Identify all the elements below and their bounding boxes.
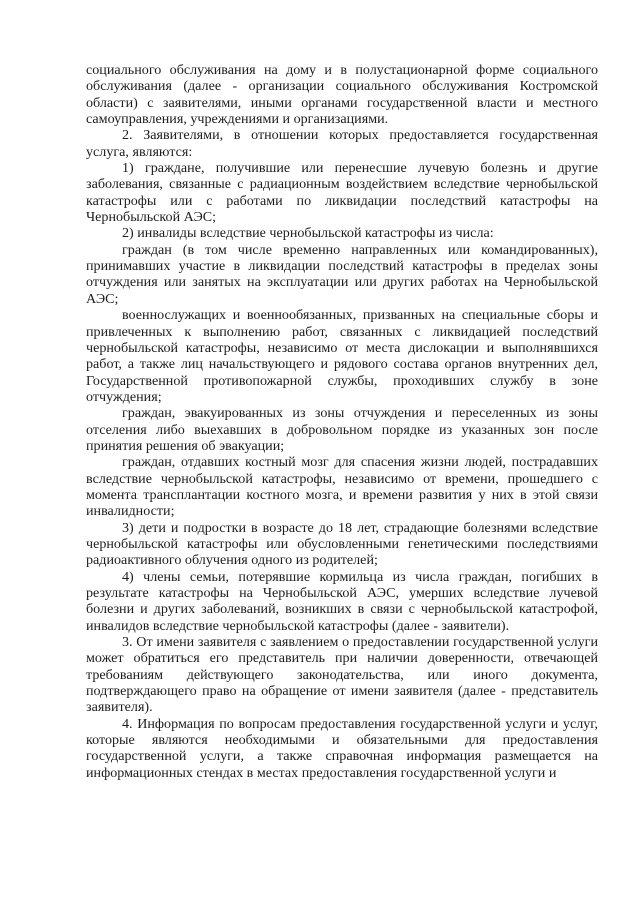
paragraph-1-continuation: социального обслуживания на дому и в полустационарной форме социального обслуживания (далее - организации социального обслуживания Костромской области) с заявителями, иными органами государственной власти и местного самоуправления, учреждениями и организациями. — [86, 62, 598, 128]
sub-item-evacuated: граждан, эвакуированных из зоны отчуждения и переселенных из зоны отселения либо выехавших в добровольном порядке из указанных зон после принятия решения об эвакуации; — [86, 405, 598, 454]
sub-item-participants: граждан (в том числе временно направленных или командированных), принимавших участие в ликвидации последствий катастрофы в пределах зоны отчуждения или занятых на эксплуатации или других работах на Чернобыльской АЭС; — [86, 241, 598, 307]
list-item-3: 3) дети и подростки в возрасте до 18 лет, страдающие болезнями вследствие чернобыльской катастрофы или обусловленными генетическими последствиями радиоактивного облучения одного из родителей; — [86, 519, 598, 569]
list-item-4: 4) члены семьи, потерявшие кормильца из числа граждан, погибших в результате катастрофы на Чернобыльской АЭС, умерших вследствие лучевой болезни и других заболеваний, возникших в связи с чернобыльской катастрофой, инвалидов вследствие чернобыльской катастрофы (далее - заявители). — [86, 568, 598, 634]
paragraph-2-applicants: 2. Заявителями, в отношении которых предоставляется государственная услуга, являются: — [86, 127, 598, 160]
sub-item-military: военнослужащих и военнообязанных, призванных на специальные сборы и привлеченных к выполнению работ, связанных с ликвидацией последствий чернобыльской катастрофы, независимо от места дислокации и выполнявшихся работ, а также лиц начальствующего и рядового состава органов внутренних дел, Государственной противопожарной службы, проходивших службу в зоне отчуждения; — [86, 307, 598, 405]
sub-item-bone-marrow: граждан, отдавших костный мозг для спасения жизни людей, пострадавших вследствие чернобыльской катастрофы, независимо от времени, прошедшего с момента трансплантации костного мозга, и времени развития у них в этой связи инвалидности; — [86, 454, 598, 520]
document-page — [86, 62, 598, 781]
list-item-1: 1) граждане, получившие или перенесшие лучевую болезнь и другие заболевания, связанные с радиационным воздействием вследствие чернобыльской катастрофы или с работами по ликвидации последствий катастрофы на Чернобыльской АЭС; — [86, 160, 598, 226]
paragraph-3-representative: 3. От имени заявителя с заявлением о предоставлении государственной услуги может обратиться его представитель при наличии доверенности, отвечающей требованиям действующего законодательства, или иного документа, подтверждающего право на обращение от имени заявителя (далее - представитель заявителя). — [86, 634, 598, 716]
paragraph-4-information: 4. Информация по вопросам предоставления государственной услуги и услуг, которые являются необходимыми и обязательными для предоставления государственной услуги, а также справочная информация размещается на информационных стендах в местах предоставления государственной услуги и — [86, 715, 598, 781]
list-item-2: 2) инвалиды вследствие чернобыльской катастрофы из числа: — [122, 225, 494, 242]
